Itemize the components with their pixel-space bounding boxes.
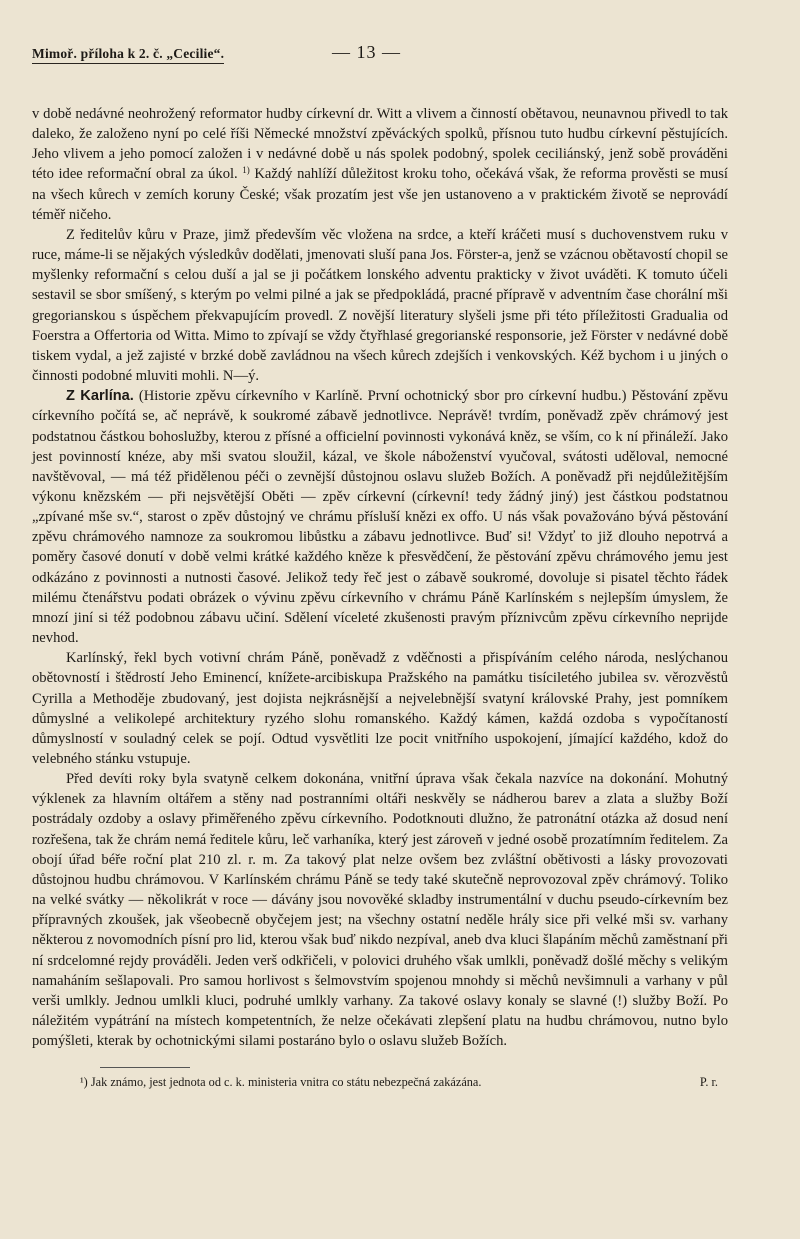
paragraph-3-text: (Historie zpěvu církevního v Karlíně. První ochotnický sbor pro církevní hudbu.) Pěstování zpěvu církevního počítá se, ač neprávě, k soukromé zábavě jednotlivce. Neprávě! tvrdím, poněvadž zpěv chrámový jest podstatnou částkou bohoslužby, kterou z přísné a officielní povinnosti vykonává kněz, se vším, co k ní přináleží. Jako jest povinností knéze, aby mši svatou sloužil, kázal, ve škole náboženství vyučoval, svátosti uděloval, nemocné navštěvoval, — má též přidělenou péči o zevnější důstojnou oslavu služeb Božích. A poněvadž při nejdůležitějším výkonu knězském — při nejsvětější Oběti — zpěv církevní (církevní! tedy žádný jiný) jest částkou podstatnou „zpívané mše sv.“, starost o zpěv důstojný ve chrámu přísluší knězi ex offo. U nás však považováno bývá pěstování zpěvu chrámového namnoze za soukromou libůstku a zábavu jednotlivce. Buď si! Vždyť to již dlouho nepotrvá a poměry časové donutí v době velmi krátké každého kněze k přesvědčení, že pěstování zpěvu chrámového jemu jest odkázáno z povinnosti a nutnosti časové. Jelikož tedy řeč jest o zábavě soukromé, dovoluje si pisatel těchto řádek milému čtenářstvu podati obrázek o vývinu zpěvu církevního v chrámu Páně Karlínském s nejlepším úmyslem, že mnozí jiní si též podobnou zábavu učiní. Sdělení víceleté zkušenosti pravým příznivcům zpěvu církevního neprijde nevhod. [32,388,729,647]
section-heading-karlin: Z Karlína. [66,388,134,405]
page-number: — 13 — [332,42,401,62]
page-header [32,40,728,66]
body-text [32,104,728,1051]
page [32,40,728,1090]
paragraph-3 [32,386,728,648]
paragraph-1-text: v době nedávné neohrožený reformator hudby církevní dr. Witt a vlivem a činností obětavou, neunavnou přivedl to tak daleko, že založeno nyní po celé říši Německé množství zpěváckých spolků, přísnou tuto hudbu církevní pěstujících. Jeho vlivem a jeho pomocí založen i v nedávné době u nás spolek podobný, spolek ceciliánský, jenž sobě prováděni této idee reformační obral za úkol. [32,106,728,183]
footnote [32,1074,728,1090]
running-title: Mimoř. příloha k 2. č. „Cecilie“. [32,46,224,64]
paragraph-1 [32,104,728,225]
paragraph-2: Z ředitelův kůru v Praze, jimž především věc vložena na srdce, a kteří kráčeti musí s duchovenstvem ruku v ruce, máme-li se nějakých výsledkův dodělati, jmenovati sluší pana Jos. Förster-a, jenž se vzácnou obětavostí chopil se myšlenky reformační s celou duší a jal se ji počátkem lonského adventu prakticky v život uváděti. K tomuto účeli sestavil se sbor smíšený, s kterým po velmi pilné a jak se předpokládá, pracné přípravě v adventním čase chorální mši gregorianskou s úspěchem překvapujícím provedl. Z novější literatury slyšeli jsme při této příležitosti Gradualia od Foerstra a Offertoria od Witta. Mimo to zpívají se vždy čtyřhlasé gregorianské responsorie, jež Förster v nedávné době tiskem vydal, a jež zajisté v brzké době zavládnou na všech kůrech zdejších i venkovských. Kéž bychom i u jiných o činnosti podobné mluviti mohli. N—ý. [32,226,728,385]
paragraph-1-text-after: Každý nahlíží důležitost kroku toho, očekává však, že reforma prověsti se musí na všech kůrech v zemích koruny České; však prozatím jest vše jen ustanoveno a v praktickém životě se neprovádí téměř ničeho. [32,166,728,223]
paragraph-4: Karlínský, řekl bych votivní chrám Páně, poněvadž z vděčnosti a přispíváním celého národa, neslýchanou obětovností i štědrostí Jeho Eminencí, knížete-arcibiskupa Pražského na památku tisíciletého jubilea sv. věrozvěstů Cyrilla a Methoděje zbudovaný, jest dojista nejkrásnější a nejvelebnější svatyní královské Prahy, jest pomníkem důmyslné a velikolepé architektury ryzého slohu romanského. Každý kámen, každá ozdoba s vypočítaností důmyslností v souladný celek se pojí. Odtud vysvětliti lze pocit vnitřního uspokojení, jímající každého, kdož do velebného stánku vstupuje. [32,650,728,767]
footnote-text: ¹) Jak známo, jest jednota od c. k. ministeria vnitra co státu nebezpečná zakázána. [80,1075,482,1090]
paragraph-5: Před devíti roky byla svatyně celkem dokonána, vnitřní úprava však čekala nazvíce na dokonání. Mohutný výklenek za hlavním oltářem a stěny nad postranními oltáři neskvěly se nádherou barev a zlata a služby Boží postrádaly ozdoby a oslavy přiměřeného zpěvu církevního. Podotknouti dlužno, že patronátní otázka až dosud není rozřešena, tak že chrám nemá ředitele kůru, leč varhaníka, který jest zároveň v jedné osobě prozatímním ředitelem. Za obojí úřad béře roční plat 210 zl. r. m. Za takový plat nelze ovšem bez zvláštní obětivosti a lásky provozovati důstojnou hudbu chrámovou. V Karlínském chrámu Páně se tedy také skutečně neprovozoval zpěv chrámový. Toliko na velké svátky — několikrát v roce — dávány jsou novověké skladby instrumentální v duchu pseudo-církevním bez přípravných zkoušek, jak všeobecně obyčejem jest; na všechny ostatní neděle hrály sice při velké mši sv. varhany některou z novomodních písní pro lid, kterou však buď nikdo nezpíval, aneb dva kluci šlapáním měchů zaměstnaní při ní srdcelomné rejdy prováděli. Jeden verš odkřičeli, v polovici druhého však umlkli, poněvadž došlé měchy s velikým namaháním sešlapovali. Pro samou horlivost s šelmovstvím spojenou mnohdy si měchů nevšimnuli a varhany v půl verši umlkly. Jednou umlkli kluci, podruhé umlkly varhany. Za takové oslavy konaly se slavné (!) služby Boží. Po náležitém vypátrání na místech kompetentních, že nelze očekávati zlepšení platu na hudbu chrámovou, nutno bylo pomýšleti, kterak by ochotnickými silami postaráno bylo o oslavu služeb Božích. [32,771,728,1050]
footnote-reference[interactable]: 1) [242,165,250,176]
footnote-divider [100,1067,190,1068]
footnote-signature: P. r. [699,1075,718,1090]
